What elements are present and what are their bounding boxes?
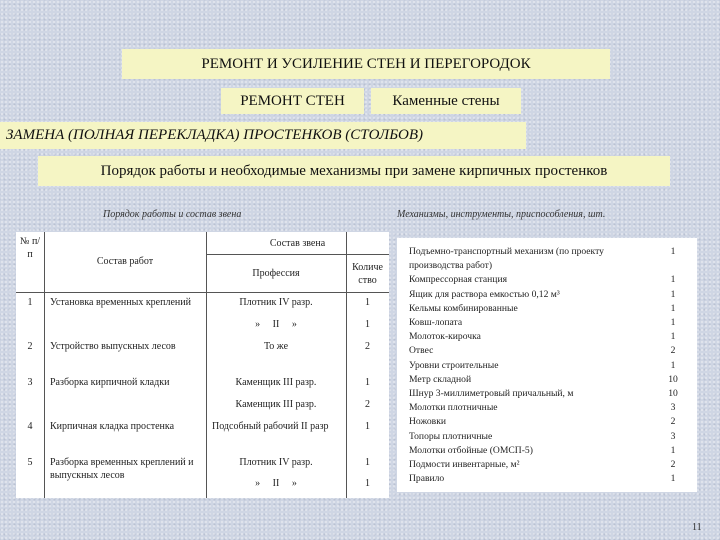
stone-walls-banner [371, 88, 521, 114]
mechanism-qty: 10 [668, 388, 678, 399]
mechanism-item [397, 430, 697, 444]
title-banner [122, 49, 610, 79]
mechanism-qty: 1 [670, 444, 676, 456]
mechanism-qty: 2 [670, 416, 676, 428]
mechanism-item [397, 444, 697, 458]
mechanism-item [397, 316, 697, 330]
row-num: 4 [27, 421, 33, 432]
mechanism-item [397, 288, 697, 302]
mechanism-qty: 1 [670, 331, 676, 343]
row-num: 3 [27, 377, 33, 388]
stone-walls-text: Каменные стены [392, 92, 500, 109]
mechanism-name: производства работ) [409, 260, 493, 272]
row-profession: Каменщик III разр. [235, 377, 317, 388]
row-qty: 1 [365, 421, 370, 432]
row-profession: Плотник IV разр. [239, 457, 313, 468]
mechanism-item [397, 373, 697, 387]
mechanisms-caption: Механизмы, инструменты, приспособления, шт. [397, 209, 606, 220]
row-qty: 1 [365, 297, 370, 308]
row-num: 5 [27, 457, 33, 468]
row-profession: Подсобный рабочий II разр [212, 421, 329, 432]
mechanism-name: Подмости инвентарные, м² [409, 459, 520, 470]
mechanisms-list [397, 238, 697, 492]
mechanism-name: Правило [409, 473, 445, 485]
mechanism-qty: 1 [670, 274, 676, 286]
header-work: Состав работ [96, 256, 154, 267]
header-profession: Профессия [252, 268, 300, 279]
mechanism-item [397, 401, 697, 415]
mechanism-name: Кельмы комбинированные [409, 302, 518, 314]
row-num: 1 [27, 297, 33, 308]
mechanism-qty: 10 [668, 373, 678, 385]
mechanism-qty: 1 [670, 288, 676, 300]
mechanism-qty: 1 [670, 359, 676, 371]
page-number: 11 [692, 522, 702, 533]
mechanism-item [397, 472, 697, 486]
mechanism-qty: 1 [670, 302, 676, 314]
row-profession: » II » [255, 319, 297, 330]
row-qty: 1 [365, 457, 370, 468]
mechanism-item [397, 359, 697, 373]
mechanism-name: Ножовки [409, 416, 446, 428]
mechanism-name: Топоры плотничные [409, 430, 493, 442]
mechanism-name: Отвес [409, 345, 434, 357]
work-order-table [16, 232, 389, 498]
header-crew: Состав звена [269, 238, 326, 249]
mechanism-item [397, 415, 697, 429]
mechanism-item [397, 273, 697, 287]
replacement-banner [0, 122, 526, 149]
row-divider [206, 254, 389, 255]
column-divider [44, 232, 45, 498]
mechanism-name: Подъемно-транспортный механизм (по проекту [409, 246, 604, 257]
replacement-text: ЗАМЕНА (ПОЛНАЯ ПЕРЕКЛАДКА) ПРОСТЕНКОВ (СТОЛБОВ) [6, 127, 424, 143]
mechanism-item [397, 330, 697, 344]
header-num: № п/п [19, 236, 41, 260]
row-profession: Каменщик III разр. [235, 399, 317, 410]
row-num: 2 [27, 341, 33, 352]
row-qty: 1 [365, 319, 370, 330]
mechanism-qty: 2 [670, 459, 676, 470]
mechanism-qty: 3 [670, 402, 676, 414]
row-qty: 1 [365, 377, 370, 388]
mechanism-item [397, 245, 697, 259]
mechanism-name: Уровни строительные [409, 359, 499, 371]
row-work: Установка временных креплений [50, 297, 191, 308]
walls-repair-text: РЕМОНТ СТЕН [240, 92, 345, 109]
row-qty: 1 [365, 478, 370, 489]
work-table-caption: Порядок работы и состав звена [103, 209, 242, 220]
mechanism-qty: 3 [670, 430, 676, 442]
header-qty: Количе ство [352, 262, 383, 286]
row-work: Разборка кирпичной кладки [50, 377, 170, 388]
row-qty: 2 [365, 341, 370, 352]
row-work: Устройство выпускных лесов [50, 341, 176, 352]
mechanism-qty: 1 [670, 473, 676, 485]
mechanism-item [397, 344, 697, 358]
row-qty: 2 [365, 399, 370, 410]
row-work: Разборка временных креплений и выпускных лесов [50, 457, 194, 481]
mechanism-qty: 1 [670, 317, 676, 328]
mechanism-name: Компрессорная станция [409, 274, 507, 286]
mechanism-item [397, 259, 697, 273]
mechanism-qty: 1 [670, 246, 676, 257]
mechanism-name: Шнур 3-миллиметровый причальный, м [409, 388, 574, 399]
work-order-text: Порядок работы и необходимые механизмы при замене кирпичных простенков [100, 162, 608, 179]
row-profession: » II » [255, 478, 297, 489]
mechanism-item [397, 458, 697, 472]
mechanism-item [397, 302, 697, 316]
mechanism-name: Молоток-кирочка [409, 331, 481, 343]
mechanism-name: Метр складной [409, 373, 472, 385]
work-order-banner [38, 156, 670, 186]
row-work: Кирпичная кладка простенка [50, 421, 175, 432]
row-divider [16, 292, 389, 293]
mechanism-name: Молотки отбойные (ОМСП-5) [409, 444, 533, 456]
mechanism-name: Ковш-лопата [409, 317, 463, 328]
row-profession: То же [263, 341, 289, 352]
mechanism-qty: 2 [670, 345, 676, 357]
walls-repair-banner [221, 88, 364, 114]
mechanism-name: Молотки плотничные [409, 402, 498, 414]
title-text: РЕМОНТ И УСИЛЕНИЕ СТЕН И ПЕРЕГОРОДОК [201, 55, 531, 72]
row-profession: Плотник IV разр. [239, 297, 313, 308]
mechanism-name: Ящик для раствора емкостью 0,12 м³ [409, 288, 560, 300]
mechanism-item [397, 387, 697, 401]
